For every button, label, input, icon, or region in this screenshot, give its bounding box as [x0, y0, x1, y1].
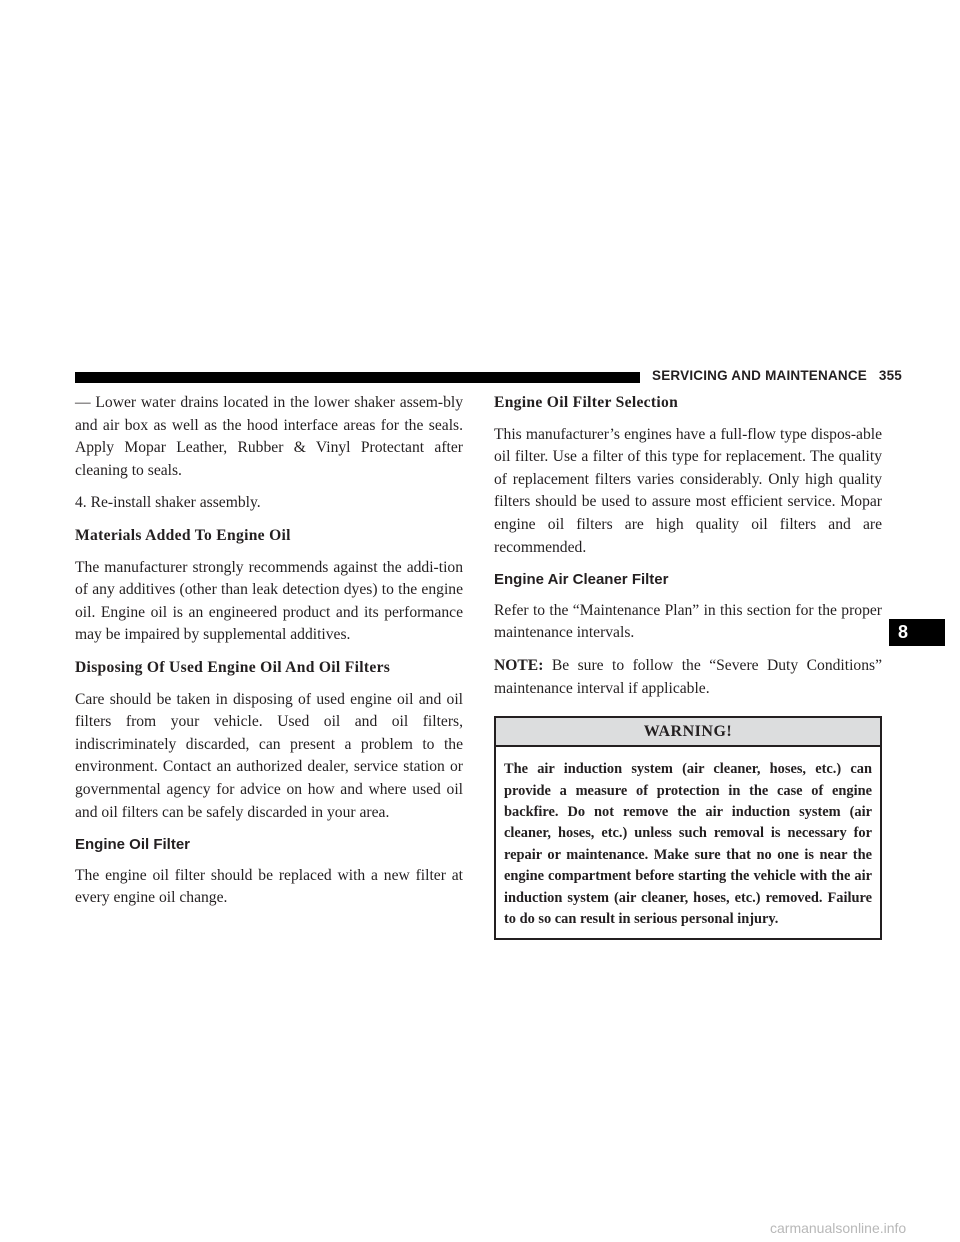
warning-box	[494, 716, 882, 940]
note-label: NOTE:	[494, 656, 544, 674]
air-cleaner-heading: Engine Air Cleaner Filter	[494, 571, 669, 589]
selection-heading: Engine Oil Filter Selection	[494, 394, 679, 411]
header-rule	[75, 372, 640, 383]
materials-paragraph: The manufacturer strongly recommends against the addi-tion of any additives (other than leak detection dyes) to the engine oil. Engine oil is an engineered product and its performance may be impaired by supplemental additives.	[75, 558, 463, 644]
oil-filter-paragraph: The engine oil filter should be replaced with a new filter at every engine oil change.	[75, 866, 463, 907]
warning-title: WARNING!	[496, 718, 880, 747]
intro-paragraph: — Lower water drains located in the lower shaker assem-bly and air box as well as the hood interface areas for the seals. Apply Mopar Leather, Rubber & Vinyl Protectant after cleaning to seals.	[75, 394, 463, 479]
watermark: carmanualsonline.info	[770, 1220, 907, 1236]
running-header	[652, 368, 902, 383]
left-column	[75, 392, 463, 920]
note-paragraph	[494, 655, 882, 700]
warning-text: The air induction system (air cleaner, hoses, etc.) can provide a measure of protection in the case of engine backfire. Do not remove the air induction system (air cleaner, hoses, etc.) unless such removal is necessary for repair or maintenance. Make sure that no one is near the engine compartment before starting the vehicle with the air induction system (air cleaner, hoses, etc.) removed. Failure to do so can result in serious personal injury.	[504, 761, 872, 927]
air-cleaner-paragraph: Refer to the “Maintenance Plan” in this section for the proper maintenance intervals.	[494, 601, 882, 642]
section-title: SERVICING AND MAINTENANCE	[652, 368, 868, 383]
right-column	[494, 392, 882, 940]
page-number: 355	[878, 368, 902, 383]
chapter-tab: 8	[889, 619, 945, 646]
disposing-paragraph: Care should be taken in disposing of used engine oil and oil filters from your vehicle. Used oil and oil filters, indiscriminately discarded, can present a problem to the environment. Contact an authorized dealer, service station or governmental agency for advice on how and where used oil and oil filters can be safely discarded in your area.	[75, 690, 463, 821]
materials-heading: Materials Added To Engine Oil	[75, 526, 291, 544]
disposing-heading: Disposing Of Used Engine Oil And Oil Filters	[75, 658, 391, 676]
selection-paragraph: This manufacturer’s engines have a full-flow type dispos-able oil filter. Use a filter of this type for replacement. The quality of replacement filters varies considerably. Only high quality filters should be used to assure most efficient service. Mopar engine oil filters are high quality oil filters and are recommended.	[494, 425, 882, 556]
note-text: Be sure to follow the “Severe Duty Conditions” maintenance interval if applicable.	[494, 656, 882, 697]
oil-filter-heading: Engine Oil Filter	[75, 836, 191, 854]
step-4: 4. Re-install shaker assembly.	[75, 494, 261, 512]
